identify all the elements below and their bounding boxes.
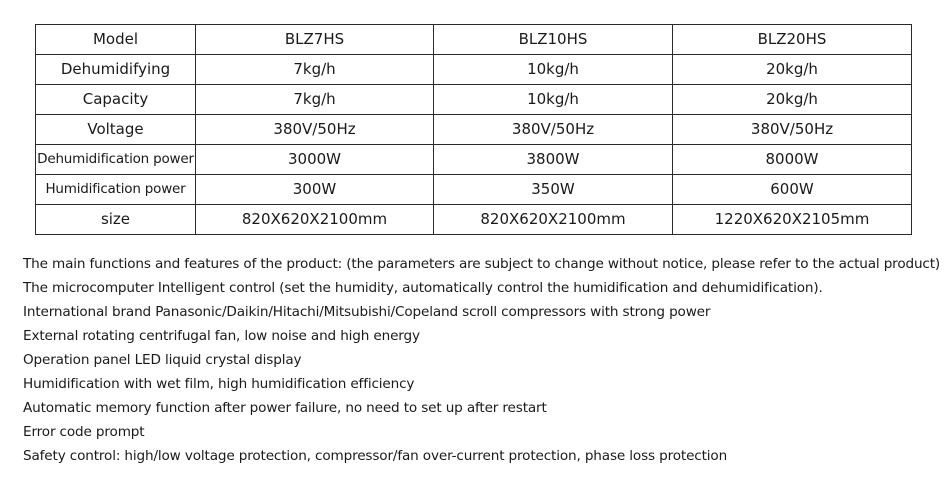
list-item: Operation panel LED liquid crystal display: [23, 352, 302, 368]
table-cell: 600W: [673, 175, 912, 205]
row-label: Dehumidifying: [36, 55, 196, 85]
list-item: Humidification with wet film, high humidification efficiency: [23, 376, 415, 392]
table-row-size: [36, 205, 912, 235]
features-list: [23, 252, 943, 468]
table-cell: 820X620X2100mm: [196, 205, 434, 235]
list-item: Error code prompt: [23, 424, 145, 440]
table-cell: 8000W: [673, 145, 912, 175]
table-cell: 7kg/h: [196, 85, 434, 115]
table-cell: 1220X620X2105mm: [673, 205, 912, 235]
table-row-humidification-power: [36, 175, 912, 205]
table-cell: 20kg/h: [673, 55, 912, 85]
table-row-model: [36, 25, 912, 55]
table-cell: 20kg/h: [673, 85, 912, 115]
table-cell: 350W: [434, 175, 673, 205]
table-row-dehumidification-power: [36, 145, 912, 175]
row-label: size: [36, 205, 196, 235]
row-label: Model: [36, 25, 196, 55]
table-row-voltage: [36, 115, 912, 145]
table-cell: BLZ20HS: [673, 25, 912, 55]
list-item: External rotating centrifugal fan, low noise and high energy: [23, 328, 420, 344]
table-row-dehumidifying: [36, 55, 912, 85]
table-cell: 380V/50Hz: [196, 115, 434, 145]
spec-table: [35, 24, 912, 235]
list-item: The microcomputer Intelligent control (set the humidity, automatically control the humidification and dehumidification).: [23, 280, 823, 296]
table-row-capacity: [36, 85, 912, 115]
row-label: Voltage: [36, 115, 196, 145]
row-label: Capacity: [36, 85, 196, 115]
table-cell: 10kg/h: [434, 85, 673, 115]
list-item: Safety control: high/low voltage protection, compressor/fan over-current protection, phase loss protection: [23, 448, 728, 464]
row-label: Humidification power: [36, 175, 196, 205]
table-cell: 380V/50Hz: [673, 115, 912, 145]
table-cell: 10kg/h: [434, 55, 673, 85]
table-cell: 300W: [196, 175, 434, 205]
list-item: Automatic memory function after power failure, no need to set up after restart: [23, 400, 547, 416]
table-cell: 820X620X2100mm: [434, 205, 673, 235]
list-item: International brand Panasonic/Daikin/Hitachi/Mitsubishi/Copeland scroll compressors with strong power: [23, 304, 711, 320]
table-cell: 3800W: [434, 145, 673, 175]
row-label: Dehumidification power: [36, 145, 196, 175]
feature-intro: The main functions and features of the product: (the parameters are subject to change without notice, please refer to the actual product): [23, 256, 941, 272]
table-cell: 3000W: [196, 145, 434, 175]
table-cell: 7kg/h: [196, 55, 434, 85]
table-cell: BLZ7HS: [196, 25, 434, 55]
table-cell: BLZ10HS: [434, 25, 673, 55]
table-cell: 380V/50Hz: [434, 115, 673, 145]
